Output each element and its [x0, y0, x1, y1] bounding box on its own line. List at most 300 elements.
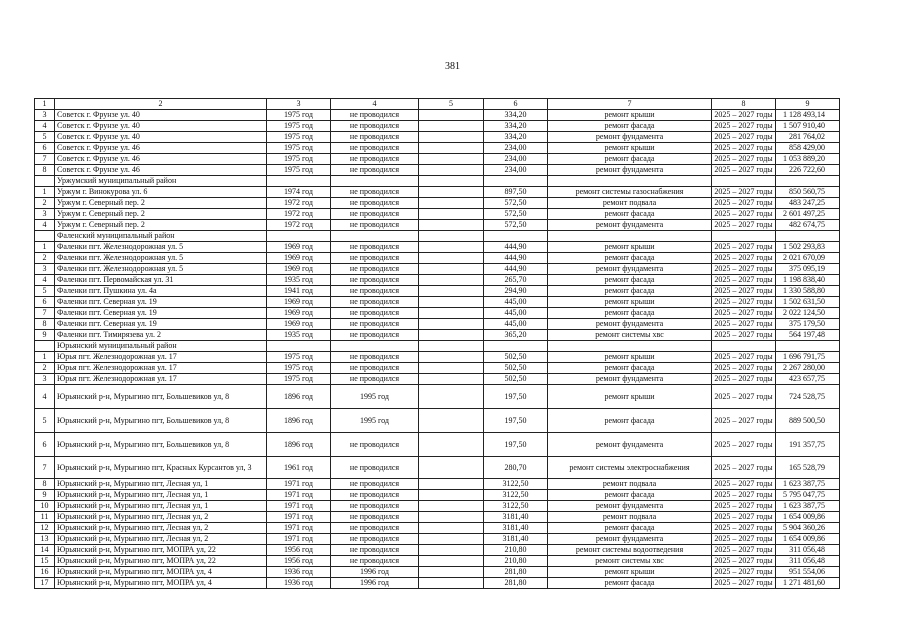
- area: 234,00: [484, 165, 548, 176]
- col-6-header: 6: [484, 99, 548, 110]
- col-7-header: 7: [548, 99, 712, 110]
- build-year: 1975 год: [267, 110, 331, 121]
- build-year: [267, 341, 331, 352]
- area: 281,80: [484, 578, 548, 589]
- address: Юрьянский р-н, Мурыгино пгт, МОПРА ул, 22: [55, 556, 267, 567]
- col-5-value: [419, 534, 484, 545]
- last-repair-year: не проводился: [331, 319, 419, 330]
- table-row: [35, 578, 840, 589]
- address: Фаленки пгт. Пушкина ул. 4а: [55, 286, 267, 297]
- cost: 1 198 838,40: [776, 275, 840, 286]
- col-5-value: [419, 176, 484, 187]
- last-repair-year: не проводился: [331, 479, 419, 490]
- work-type: ремонт системы газоснабжения: [548, 187, 712, 198]
- build-year: 1972 год: [267, 198, 331, 209]
- work-type: ремонт фундамента: [548, 132, 712, 143]
- last-repair-year: не проводился: [331, 253, 419, 264]
- work-type: ремонт системы водоотведения: [548, 545, 712, 556]
- work-type: ремонт фундамента: [548, 433, 712, 457]
- address: Фаленки пгт. Северная ул. 19: [55, 319, 267, 330]
- address: Советск г. Фрунзе ул. 40: [55, 132, 267, 143]
- period: 2025 – 2027 годы: [712, 374, 776, 385]
- build-year: 1956 год: [267, 556, 331, 567]
- row-number: 17: [35, 578, 55, 589]
- table-row: [35, 457, 840, 479]
- row-number: 6: [35, 433, 55, 457]
- address: Советск г. Фрунзе ул. 40: [55, 121, 267, 132]
- area: 3181,40: [484, 523, 548, 534]
- build-year: 1936 год: [267, 567, 331, 578]
- capital-repair-table: [34, 98, 840, 589]
- build-year: 1896 год: [267, 385, 331, 409]
- cost: 2 601 497,25: [776, 209, 840, 220]
- col-5-value: [419, 409, 484, 433]
- period: 2025 – 2027 годы: [712, 457, 776, 479]
- cost: 1 507 910,40: [776, 121, 840, 132]
- area: 210,80: [484, 545, 548, 556]
- row-number: 15: [35, 556, 55, 567]
- area: 210,80: [484, 556, 548, 567]
- table-row: [35, 264, 840, 275]
- table-row: [35, 242, 840, 253]
- table-row: [35, 330, 840, 341]
- work-type: ремонт подвала: [548, 198, 712, 209]
- last-repair-year: не проводился: [331, 308, 419, 319]
- col-5-value: [419, 512, 484, 523]
- cost: [776, 341, 840, 352]
- address: Советск г. Фрунзе ул. 46: [55, 154, 267, 165]
- period: 2025 – 2027 годы: [712, 534, 776, 545]
- cost: 311 056,48: [776, 556, 840, 567]
- address: Юрья пгт. Железнодорожная ул. 17: [55, 352, 267, 363]
- work-type: [548, 341, 712, 352]
- last-repair-year: [331, 231, 419, 242]
- last-repair-year: не проводился: [331, 209, 419, 220]
- period: 2025 – 2027 годы: [712, 165, 776, 176]
- col-5-value: [419, 198, 484, 209]
- build-year: 1972 год: [267, 209, 331, 220]
- address: Юрьянский р-н, Мурыгино пгт, Лесная ул, 2: [55, 534, 267, 545]
- last-repair-year: не проводился: [331, 132, 419, 143]
- work-type: ремонт фасада: [548, 523, 712, 534]
- work-type: ремонт фасада: [548, 154, 712, 165]
- cost: 375 095,19: [776, 264, 840, 275]
- table-row: [35, 253, 840, 264]
- work-type: ремонт крыши: [548, 297, 712, 308]
- address: Фаленки пгт. Северная ул. 19: [55, 308, 267, 319]
- build-year: 1941 год: [267, 286, 331, 297]
- address: Советск г. Фрунзе ул. 40: [55, 110, 267, 121]
- row-number: 3: [35, 374, 55, 385]
- address: Советск г. Фрунзе ул. 46: [55, 143, 267, 154]
- area: 444,90: [484, 242, 548, 253]
- table-row: [35, 512, 840, 523]
- row-number: 4: [35, 385, 55, 409]
- address: Советск г. Фрунзе ул. 46: [55, 165, 267, 176]
- work-type: ремонт фасада: [548, 490, 712, 501]
- address: Фаленки пгт. Первомайская ул. 31: [55, 275, 267, 286]
- build-year: 1956 год: [267, 545, 331, 556]
- col-5-value: [419, 132, 484, 143]
- work-type: ремонт подвала: [548, 479, 712, 490]
- table-row: [35, 275, 840, 286]
- row-number: 8: [35, 165, 55, 176]
- work-type: ремонт системы электроснабжения: [548, 457, 712, 479]
- period: [712, 176, 776, 187]
- period: 2025 – 2027 годы: [712, 143, 776, 154]
- row-number: 9: [35, 330, 55, 341]
- period: 2025 – 2027 годы: [712, 319, 776, 330]
- last-repair-year: не проводился: [331, 363, 419, 374]
- period: 2025 – 2027 годы: [712, 209, 776, 220]
- build-year: 1935 год: [267, 275, 331, 286]
- row-number: 5: [35, 132, 55, 143]
- table-row: [35, 319, 840, 330]
- period: 2025 – 2027 годы: [712, 264, 776, 275]
- build-year: 1972 год: [267, 220, 331, 231]
- row-number: 7: [35, 308, 55, 319]
- work-type: ремонт фасада: [548, 578, 712, 589]
- last-repair-year: не проводился: [331, 198, 419, 209]
- build-year: 1971 год: [267, 479, 331, 490]
- period: 2025 – 2027 годы: [712, 578, 776, 589]
- build-year: 1975 год: [267, 363, 331, 374]
- row-number: 11: [35, 512, 55, 523]
- build-year: 1975 год: [267, 374, 331, 385]
- cost: [776, 176, 840, 187]
- column-number-row: [35, 99, 840, 110]
- table-row: [35, 534, 840, 545]
- last-repair-year: [331, 341, 419, 352]
- cost: 850 560,75: [776, 187, 840, 198]
- col-5-header: 5: [419, 99, 484, 110]
- last-repair-year: не проводился: [331, 187, 419, 198]
- table-row: [35, 409, 840, 433]
- area: 3122,50: [484, 479, 548, 490]
- work-type: ремонт фундамента: [548, 374, 712, 385]
- period: 2025 – 2027 годы: [712, 567, 776, 578]
- row-number: 8: [35, 319, 55, 330]
- table-row: [35, 523, 840, 534]
- col-5-value: [419, 341, 484, 352]
- area: [484, 231, 548, 242]
- table-row: [35, 567, 840, 578]
- period: 2025 – 2027 годы: [712, 275, 776, 286]
- cost: 951 554,06: [776, 567, 840, 578]
- cost: 1 330 588,80: [776, 286, 840, 297]
- col-5-value: [419, 385, 484, 409]
- row-number: 2: [35, 363, 55, 374]
- build-year: 1969 год: [267, 308, 331, 319]
- work-type: ремонт фасада: [548, 308, 712, 319]
- work-type: ремонт фасада: [548, 275, 712, 286]
- col-5-value: [419, 433, 484, 457]
- col-5-value: [419, 352, 484, 363]
- last-repair-year: 1996 год: [331, 578, 419, 589]
- address: Уржум г. Северный пер. 2: [55, 198, 267, 209]
- period: 2025 – 2027 годы: [712, 545, 776, 556]
- work-type: ремонт фундамента: [548, 534, 712, 545]
- row-number: 6: [35, 143, 55, 154]
- cost: 482 674,75: [776, 220, 840, 231]
- work-type: [548, 231, 712, 242]
- cost: 1 623 387,75: [776, 501, 840, 512]
- cost: 1 654 009,86: [776, 534, 840, 545]
- address: Юрьянский р-н, Мурыгино пгт, МОПРА ул, 4: [55, 567, 267, 578]
- address: Юрьянский р-н, Мурыгино пгт, Большевиков ул, 8: [55, 385, 267, 409]
- period: 2025 – 2027 годы: [712, 187, 776, 198]
- work-type: ремонт крыши: [548, 242, 712, 253]
- address: Юрьянский р-н, Мурыгино пгт, Большевиков ул, 8: [55, 409, 267, 433]
- build-year: 1975 год: [267, 352, 331, 363]
- table-row: [35, 479, 840, 490]
- cost: 423 657,75: [776, 374, 840, 385]
- build-year: 1936 год: [267, 578, 331, 589]
- last-repair-year: не проводился: [331, 501, 419, 512]
- last-repair-year: не проводился: [331, 512, 419, 523]
- col-5-value: [419, 242, 484, 253]
- build-year: [267, 176, 331, 187]
- period: [712, 341, 776, 352]
- build-year: 1969 год: [267, 253, 331, 264]
- col-5-value: [419, 121, 484, 132]
- area: 572,50: [484, 198, 548, 209]
- col-5-value: [419, 374, 484, 385]
- cost: 5 904 360,26: [776, 523, 840, 534]
- period: 2025 – 2027 годы: [712, 479, 776, 490]
- address: Юрьянский р-н, Мурыгино пгт, МОПРА ул, 22: [55, 545, 267, 556]
- last-repair-year: не проводился: [331, 330, 419, 341]
- area: [484, 176, 548, 187]
- col-5-value: [419, 319, 484, 330]
- last-repair-year: не проводился: [331, 556, 419, 567]
- col-5-value: [419, 297, 484, 308]
- row-number: 12: [35, 523, 55, 534]
- col-5-value: [419, 490, 484, 501]
- build-year: 1971 год: [267, 512, 331, 523]
- row-number: 4: [35, 220, 55, 231]
- address: Юрьянский р-н, Мурыгино пгт, Большевиков ул, 8: [55, 433, 267, 457]
- cost: 564 197,48: [776, 330, 840, 341]
- table-row: [35, 490, 840, 501]
- area: 3181,40: [484, 534, 548, 545]
- cost: 165 528,79: [776, 457, 840, 479]
- table-row: [35, 110, 840, 121]
- col-5-value: [419, 556, 484, 567]
- build-year: 1961 год: [267, 457, 331, 479]
- work-type: ремонт фасада: [548, 363, 712, 374]
- area: 265,70: [484, 275, 548, 286]
- address: Уржум г. Северный пер. 2: [55, 220, 267, 231]
- last-repair-year: 1996 год: [331, 567, 419, 578]
- last-repair-year: не проводился: [331, 433, 419, 457]
- area: 445,00: [484, 308, 548, 319]
- period: [712, 231, 776, 242]
- cost: 226 722,60: [776, 165, 840, 176]
- build-year: 1975 год: [267, 165, 331, 176]
- last-repair-year: не проводился: [331, 374, 419, 385]
- last-repair-year: не проводился: [331, 490, 419, 501]
- row-number: [35, 176, 55, 187]
- period: 2025 – 2027 годы: [712, 352, 776, 363]
- period: 2025 – 2027 годы: [712, 501, 776, 512]
- row-number: 2: [35, 253, 55, 264]
- work-type: ремонт фасада: [548, 209, 712, 220]
- work-type: ремонт крыши: [548, 143, 712, 154]
- col-5-value: [419, 165, 484, 176]
- row-number: 7: [35, 457, 55, 479]
- area: 281,80: [484, 567, 548, 578]
- row-number: 6: [35, 297, 55, 308]
- col-5-value: [419, 330, 484, 341]
- table-row: [35, 308, 840, 319]
- last-repair-year: не проводился: [331, 165, 419, 176]
- col-4-header: 4: [331, 99, 419, 110]
- build-year: 1969 год: [267, 319, 331, 330]
- build-year: 1975 год: [267, 132, 331, 143]
- col-5-value: [419, 275, 484, 286]
- cost: 1 053 889,20: [776, 154, 840, 165]
- build-year: 1971 год: [267, 534, 331, 545]
- cost: 311 056,48: [776, 545, 840, 556]
- work-type: ремонт подвала: [548, 512, 712, 523]
- build-year: 1896 год: [267, 433, 331, 457]
- row-number: [35, 231, 55, 242]
- table-row: [35, 385, 840, 409]
- row-number: 13: [35, 534, 55, 545]
- address: Юрьянский р-н, Мурыгино пгт, Лесная ул, 2: [55, 523, 267, 534]
- area: 334,20: [484, 110, 548, 121]
- table-row: [35, 187, 840, 198]
- cost: [776, 231, 840, 242]
- build-year: 1974 год: [267, 187, 331, 198]
- work-type: ремонт крыши: [548, 352, 712, 363]
- row-number: 4: [35, 121, 55, 132]
- table-row: [35, 143, 840, 154]
- table-row: [35, 556, 840, 567]
- row-number: 3: [35, 264, 55, 275]
- address: Юрьянский р-н, Мурыгино пгт, Лесная ул, 2: [55, 512, 267, 523]
- work-type: ремонт крыши: [548, 110, 712, 121]
- table-row: [35, 121, 840, 132]
- last-repair-year: не проводился: [331, 220, 419, 231]
- col-5-value: [419, 264, 484, 275]
- period: 2025 – 2027 годы: [712, 297, 776, 308]
- build-year: [267, 231, 331, 242]
- last-repair-year: 1995 год: [331, 409, 419, 433]
- build-year: 1975 год: [267, 143, 331, 154]
- period: 2025 – 2027 годы: [712, 433, 776, 457]
- area: 234,00: [484, 143, 548, 154]
- build-year: 1969 год: [267, 242, 331, 253]
- work-type: ремонт фундамента: [548, 501, 712, 512]
- address: Юрьянский р-н, Мурыгино пгт, Лесная ул, 1: [55, 490, 267, 501]
- last-repair-year: не проводился: [331, 457, 419, 479]
- col-5-value: [419, 209, 484, 220]
- row-number: 10: [35, 501, 55, 512]
- area: 572,50: [484, 220, 548, 231]
- last-repair-year: не проводился: [331, 264, 419, 275]
- area: 234,00: [484, 154, 548, 165]
- col-5-value: [419, 363, 484, 374]
- col-5-value: [419, 567, 484, 578]
- col-5-value: [419, 110, 484, 121]
- cost: 889 500,50: [776, 409, 840, 433]
- cost: 2 021 670,09: [776, 253, 840, 264]
- period: 2025 – 2027 годы: [712, 385, 776, 409]
- area: 197,50: [484, 385, 548, 409]
- last-repair-year: не проводился: [331, 154, 419, 165]
- row-number: 1: [35, 187, 55, 198]
- work-type: ремонт фундамента: [548, 220, 712, 231]
- cost: 1 502 293,83: [776, 242, 840, 253]
- last-repair-year: не проводился: [331, 275, 419, 286]
- row-number: 5: [35, 286, 55, 297]
- cost: 1 271 481,60: [776, 578, 840, 589]
- row-number: 8: [35, 479, 55, 490]
- last-repair-year: 1995 год: [331, 385, 419, 409]
- work-type: ремонт системы хвс: [548, 556, 712, 567]
- table-row: [35, 501, 840, 512]
- row-number: 1: [35, 242, 55, 253]
- area: 897,50: [484, 187, 548, 198]
- period: 2025 – 2027 годы: [712, 308, 776, 319]
- row-number: 7: [35, 154, 55, 165]
- cost: 2 267 280,00: [776, 363, 840, 374]
- address: Юрьянский р-н, Мурыгино пгт, Лесная ул, 1: [55, 479, 267, 490]
- area: 294,90: [484, 286, 548, 297]
- work-type: ремонт фасада: [548, 253, 712, 264]
- last-repair-year: не проводился: [331, 534, 419, 545]
- address: Фаленки пгт. Северная ул. 19: [55, 297, 267, 308]
- table-row: [35, 374, 840, 385]
- row-number: 9: [35, 490, 55, 501]
- row-number: 2: [35, 198, 55, 209]
- last-repair-year: не проводился: [331, 297, 419, 308]
- area: 280,70: [484, 457, 548, 479]
- col-5-value: [419, 523, 484, 534]
- last-repair-year: не проводился: [331, 545, 419, 556]
- area: 334,20: [484, 132, 548, 143]
- area: 572,50: [484, 209, 548, 220]
- col-5-value: [419, 578, 484, 589]
- district-section-row: [35, 231, 840, 242]
- period: 2025 – 2027 годы: [712, 220, 776, 231]
- table-row: [35, 209, 840, 220]
- cost: 483 247,25: [776, 198, 840, 209]
- area: 444,90: [484, 253, 548, 264]
- cost: 375 179,50: [776, 319, 840, 330]
- period: 2025 – 2027 годы: [712, 110, 776, 121]
- work-type: ремонт фундамента: [548, 165, 712, 176]
- period: 2025 – 2027 годы: [712, 242, 776, 253]
- address: Юрьянский р-н, Мурыгино пгт, Красных Курсантов ул, 3: [55, 457, 267, 479]
- period: 2025 – 2027 годы: [712, 556, 776, 567]
- area: 197,50: [484, 433, 548, 457]
- last-repair-year: не проводился: [331, 286, 419, 297]
- district-name: Уржумский муниципальный район: [55, 176, 267, 187]
- cost: 2 022 124,50: [776, 308, 840, 319]
- address: Юрьянский р-н, Мурыгино пгт, МОПРА ул, 4: [55, 578, 267, 589]
- area: 3122,50: [484, 490, 548, 501]
- row-number: 4: [35, 275, 55, 286]
- last-repair-year: не проводился: [331, 242, 419, 253]
- table-row: [35, 154, 840, 165]
- last-repair-year: не проводился: [331, 352, 419, 363]
- address: Юрья пгт. Железнодорожная ул. 17: [55, 374, 267, 385]
- district-section-row: [35, 176, 840, 187]
- period: 2025 – 2027 годы: [712, 512, 776, 523]
